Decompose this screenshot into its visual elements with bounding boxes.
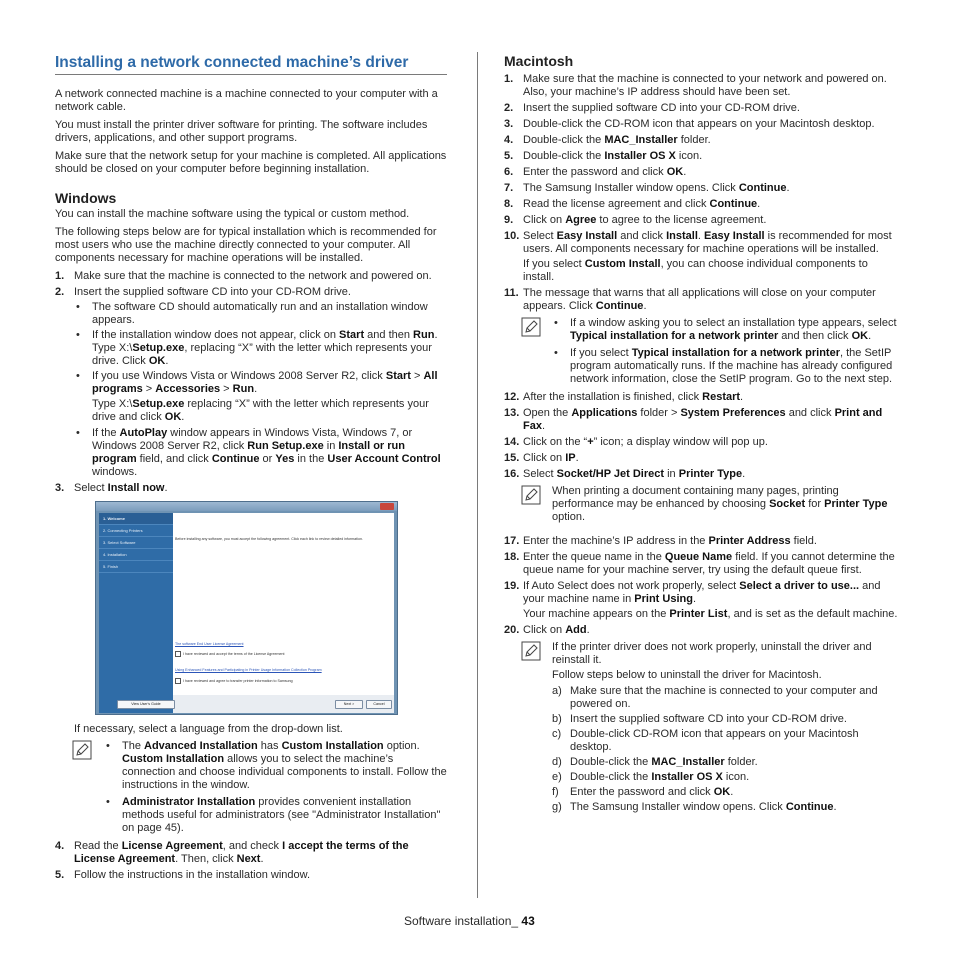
intro-paragraph-1: A network connected machine is a machine connected to your computer with a network cable. <box>55 88 438 113</box>
bullet-item: • If the installation window does not appear, click on Start and then Run. Type X:\Setup.exe, replacing “X” with the letter which represents your drive. Click OK. <box>76 329 438 367</box>
bullet-icon: • <box>76 301 80 313</box>
windows-heading: Windows <box>55 190 117 206</box>
mac-step-3: 3. Double-click the CD-ROM icon that appears on your Macintosh desktop. <box>504 118 875 130</box>
sidebar-item-welcome: 1. Welcome <box>99 513 173 525</box>
uninstall-step-f: f) Enter the password and click OK. <box>552 786 734 798</box>
mac-step-15: 15. Click on IP. <box>504 452 579 464</box>
windows-paragraph-1: You can install the machine software using the typical or custom method. <box>55 208 410 220</box>
step-text: Make sure that the machine is connected to the network and powered on. <box>74 270 432 282</box>
bullet-item: • If you use Windows Vista or Windows 2008 Server R2, click Start > All programs > Accessories > Run. Type X:\Setup.exe replacing “X” with the letter which represents your drive and click OK. <box>74 370 447 424</box>
note-block <box>55 740 447 835</box>
bullet-icon: • <box>106 796 110 808</box>
mac-step-1: 1. Make sure that the machine is connected to your network and powered on. Also, your machine’s IP address should have been set. <box>504 73 887 98</box>
mac-step-19: 19. If Auto Select does not work properly, select Select a driver to use... and your machine name in Print Using. Your machine appears on the Printer List, and is set as the default machine. <box>504 580 900 621</box>
step-continuation: If you select Custom Install, you can choose individual components to install. <box>523 258 868 283</box>
step-continuation: Your machine appears on the Printer List, and is set as the default machine. <box>523 608 898 620</box>
mac-step-8: 8. Read the license agreement and click Continue. <box>504 198 761 210</box>
windows-paragraph-2: The following steps below are for typical installation which is recommended for most users who use the machine directly connected to your computer. All components necessary for machine operations will be installed. <box>55 226 437 264</box>
step-number: 4. <box>55 840 65 852</box>
mac-step-16: 16. Select Socket/HP Jet Direct in Printer Type. <box>504 468 746 480</box>
step-number: 3. <box>55 482 65 494</box>
mac-step-6: 6. Enter the password and click OK. <box>504 166 687 178</box>
page-footer <box>404 915 535 928</box>
window-titlebar <box>96 502 397 511</box>
windows-step-2 <box>55 286 447 479</box>
bullet-icon: • <box>106 740 110 752</box>
bullet-icon: • <box>76 427 80 439</box>
uninstall-step-d: d) Double-click the MAC_Installer folder. <box>552 756 758 768</box>
sidebar-item-installation: 4. Installation <box>99 549 173 561</box>
mac-step-4: 4. Double-click the MAC_Installer folder. <box>504 134 711 146</box>
step-text: Insert the supplied software CD into your CD-ROM drive. <box>74 286 351 298</box>
mac-step-20: 20. Click on Add. <box>504 624 590 636</box>
bullet-item: • The Advanced Installation has Custom Installation option. Custom Installation allows you to select the machine’s connection and choose individual components to install. Follow the instructions in the window. <box>106 740 447 791</box>
next-button: Next > <box>335 700 363 709</box>
mac-step-5: 5. Double-click the Installer OS X icon. <box>504 150 703 162</box>
eula-checkbox: I have reviewed and accept the terms of the License Agreement <box>175 651 284 657</box>
sidebar-item-connecting: 2. Connecting Printers <box>99 525 173 537</box>
uninstall-step-c: c) Double-click CD-ROM icon that appears on your Macintosh desktop. <box>552 728 859 753</box>
mac-step-13: 13. Open the Applications folder > System Preferences and click Print and Fax. <box>504 407 883 432</box>
bullet-item: • If a window asking you to select an installation type appears, select Typical installation for a network printer and then click OK. <box>554 317 897 342</box>
mac-step-12: 12. After the installation is finished, click Restart. <box>504 391 744 403</box>
mac-step-9: 9. Click on Agree to agree to the license agreement. <box>504 214 767 226</box>
uninstall-note: If the printer driver does not work properly, uninstall the driver and reinstall it. <box>552 641 872 666</box>
mac-step-17: 17. Enter the machine’s IP address in the Printer Address field. <box>504 535 817 547</box>
bullet-item <box>74 301 447 327</box>
bullet-icon: • <box>76 329 80 341</box>
windows-step-1 <box>55 270 447 283</box>
uninstall-step-a: a) Make sure that the machine is connected to your computer and powered on. <box>552 685 878 710</box>
installer-content <box>173 513 394 695</box>
eula-link: The software End User License Agreement <box>175 642 244 646</box>
note-block <box>504 641 900 814</box>
macintosh-heading: Macintosh <box>504 53 574 69</box>
windows-step-5 <box>55 869 447 882</box>
note-block <box>504 317 900 386</box>
note-pencil-icon <box>521 317 541 337</box>
note-pencil-icon <box>521 641 541 661</box>
installer-screenshot <box>95 501 398 715</box>
right-column <box>504 50 900 819</box>
bullet-icon: • <box>76 370 80 382</box>
mac-step-7: 7. The Samsung Installer window opens. Click Continue. <box>504 182 790 194</box>
installer-sidebar <box>99 513 173 713</box>
mac-step-18: 18. Enter the queue name in the Queue Name field. If you cannot determine the queue name for your machine server, try using the default queue first. <box>504 551 895 576</box>
bullet-icon: • <box>554 317 558 329</box>
uninstall-step-g: g) The Samsung Installer window opens. Click Continue. <box>552 801 837 813</box>
bullet-text: The software CD should automatically run and an installation window appears. <box>92 301 428 326</box>
bullet-icon: • <box>554 347 558 359</box>
step-number: 2. <box>55 286 65 298</box>
sidebar-item-select-software: 3. Select Software <box>99 537 173 549</box>
language-note: If necessary, select a language from the drop-down list. <box>74 723 343 735</box>
mac-step-10: 10. Select Easy Install and click Install. Easy Install is recommended for most users. All components necessary for machine operations will be installed. If you select Custom Install, you can choose individual components to install. <box>504 230 900 284</box>
usage-checkbox: I have reviewed and agree to transfer printer information to Samsung <box>175 678 293 684</box>
intro-paragraph-3: Make sure that the network setup for your machine is completed. All applications should be closed on your computer before beginning installation. <box>55 150 447 175</box>
bullet-continuation: Type X:\Setup.exe replacing “X” with the letter which represents your drive and click OK. <box>92 398 429 423</box>
view-guide-button: View User's Guide <box>117 700 175 709</box>
mac-step-11: 11. The message that warns that all applications will close on your computer appears. Click Continue. <box>504 287 876 312</box>
step-number: 1. <box>55 270 65 282</box>
usage-link: Using Enhanced Features and Participating in Printer Usage Information Collection Program <box>175 668 322 672</box>
left-column <box>55 50 447 885</box>
mac-step-14: 14. Click on the “+” icon; a display window will pop up. <box>504 436 768 448</box>
footer-text: Software installation_ <box>404 914 522 928</box>
note-pencil-icon <box>521 485 541 505</box>
step-text: Follow the instructions in the installation window. <box>74 869 311 881</box>
uninstall-intro: Follow steps below to uninstall the driver for Macintosh. <box>552 669 822 681</box>
note-pencil-icon <box>72 740 92 760</box>
installer-button-bar <box>131 695 394 713</box>
windows-step-4: 4. Read the License Agreement, and check I accept the terms of the License Agreement. Then, click Next. <box>55 840 409 865</box>
uninstall-step-e: e) Double-click the Installer OS X icon. <box>552 771 750 783</box>
page-number: 43 <box>521 914 535 928</box>
bullet-item: • If the AutoPlay window appears in Windows Vista, Windows 7, or Windows 2008 Server R2, click Run Setup.exe in Install or run program field, and click Continue or Yes in the User Account Control windows. <box>76 427 441 478</box>
bullet-item: • If you select Typical installation for a network printer, the SetIP program automatically runs. If the machine has already configured network information, close the SetIP program. Go to the next step. <box>554 347 893 385</box>
step-number: 5. <box>55 869 65 881</box>
close-icon <box>380 503 394 510</box>
windows-step-3: 3. Select Install now. <box>55 482 168 494</box>
page-title: Installing a network connected machine’s driver <box>55 53 447 75</box>
uninstall-step-b: b) Insert the supplied software CD into your CD-ROM drive. <box>552 713 847 725</box>
intro-paragraph-2: You must install the printer driver software for printing. The software includes drivers, applications, and other support programs. <box>55 119 428 144</box>
cancel-button: Cancel <box>366 700 392 709</box>
bullet-item: • Administrator Installation provides convenient installation methods useful for administrators (see "Administrator Installation" on page 45). <box>106 796 441 834</box>
sidebar-item-finish: 5. Finish <box>99 561 173 573</box>
mac-step-2: 2. Insert the supplied software CD into your CD-ROM drive. <box>504 102 800 114</box>
installer-intro: Before installing any software, you must accept the following agreement. Click each link to review detailed information. <box>175 537 363 541</box>
note-block: When printing a document containing many pages, printing performance may be enhanced by choosing Socket for Printer Type option. <box>504 485 900 524</box>
column-divider <box>477 52 478 898</box>
